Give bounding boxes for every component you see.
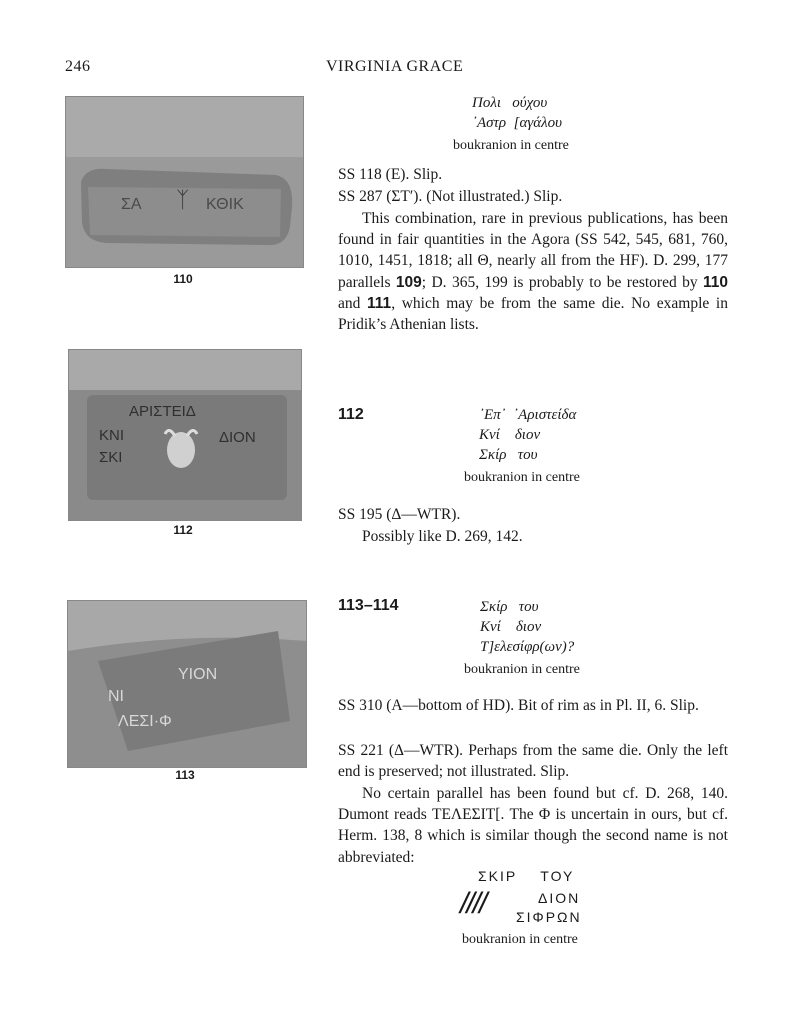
commentary-text: , which may be from the same die. No example in Pridik’s Athenian lists. bbox=[338, 294, 728, 334]
svg-text:ΣΚΙ: ΣΚΙ bbox=[99, 449, 123, 466]
svg-text:ΝΙ: ΝΙ bbox=[108, 688, 124, 705]
stamp-line: Σκίρ του bbox=[479, 447, 538, 463]
entry-number-113-114: 113–114 bbox=[338, 597, 399, 614]
svg-text:ΚΝΙ: ΚΝΙ bbox=[99, 427, 125, 444]
svg-text:ΥΙΟΝ: ΥΙΟΝ bbox=[178, 666, 218, 683]
find-record: SS 118 (E). Slip. bbox=[338, 166, 443, 183]
svg-text:ΔΙΟΝ: ΔΙΟΝ bbox=[219, 429, 256, 446]
commentary-text: ; D. 365, 199 is probably to be restored by bbox=[421, 273, 703, 291]
stamp-line: Πολι ούχου bbox=[472, 95, 548, 111]
stamp-text-112 bbox=[479, 405, 576, 465]
cross-ref: 111 bbox=[367, 294, 392, 312]
commentary-113-114: No certain parallel has been found but cf. D. 268, 140. Dumont reads ΤΕΛΕΣΙΤ[. The Φ is uncertain in ours, but cf. Herm. 138, 8 which is similar though the second name is not abbreviated: bbox=[338, 785, 728, 866]
svg-text:ΛΕΣΙ·Φ: ΛΕΣΙ·Φ bbox=[118, 713, 172, 730]
herm-stamp-line: ΔΙΟΝ bbox=[538, 890, 581, 906]
find-record: SS 221 (Δ—WTR). Perhaps from the same die. Only the left end is preserved; not illustrated. Slip. bbox=[338, 742, 728, 781]
cross-ref: 109 bbox=[395, 273, 422, 291]
stamp-text-110 bbox=[472, 93, 562, 133]
stamp-line: Κνί διον bbox=[480, 619, 542, 635]
entry-number-112: 112 bbox=[338, 406, 364, 423]
stamp-line: ᾿Αστρ [αγάλου bbox=[472, 115, 562, 131]
herm-strokes: //// bbox=[460, 887, 486, 920]
stamp-note-110: boukranion in centre bbox=[453, 138, 569, 153]
herm-stamp-line: ΣΚΙΡ ΤΟΥ bbox=[478, 868, 575, 884]
stamp-line: Τ]ελεσίφρ(ων)? bbox=[480, 639, 575, 655]
figure-caption-112: 112 bbox=[173, 523, 193, 537]
cross-ref: 110 bbox=[702, 273, 728, 291]
stamp-note-113-114: boukranion in centre bbox=[464, 662, 580, 677]
stamp-text-113-114 bbox=[480, 597, 574, 657]
commentary-text: This combination, rare in previous publications, has been found in fair quantities in the Agora (SS 542, 545, 681, 760, 1010, 1451, 1818; all Θ, nearly all from the HF). D. 299, 177 parallels bbox=[338, 210, 728, 291]
commentary-text: and bbox=[338, 294, 368, 312]
svg-text:ᛉ: ᛉ bbox=[176, 187, 190, 212]
svg-text:ΚΘΙΚ: ΚΘΙΚ bbox=[206, 196, 244, 213]
find-record: SS 310 (A—bottom of HD). Bit of rim as in Pl. II, 6. Slip. bbox=[338, 697, 699, 714]
stamp-line: ᾿Επ᾿ ᾿Αριστείδα bbox=[479, 407, 577, 423]
running-head-author: VIRGINIA GRACE bbox=[326, 58, 464, 75]
find-record: SS 287 (ΣΤ′). (Not illustrated.) Slip. bbox=[338, 188, 563, 205]
svg-text:ΣΑ: ΣΑ bbox=[121, 196, 142, 213]
find-record: SS 195 (Δ—WTR). bbox=[338, 506, 461, 523]
herm-stamp-note: boukranion in centre bbox=[462, 932, 578, 947]
herm-stamp-line: ΣΙΦΡΩΝ bbox=[516, 909, 582, 925]
figure-caption-110: 110 bbox=[173, 272, 193, 286]
commentary-112: Possibly like D. 269, 142. bbox=[362, 528, 523, 545]
commentary-110 bbox=[338, 208, 728, 335]
photo-stamp-110 bbox=[65, 96, 304, 268]
stamp-line: Σκίρ του bbox=[480, 599, 539, 615]
photo-stamp-112 bbox=[68, 349, 302, 521]
figure-caption-113: 113 bbox=[175, 768, 195, 782]
stamp-line: Κνί διον bbox=[479, 427, 541, 443]
stamp-note-112: boukranion in centre bbox=[464, 470, 580, 485]
svg-text:ΑΡΙΣΤΕΙΔ: ΑΡΙΣΤΕΙΔ bbox=[129, 403, 196, 420]
photo-stamp-113 bbox=[67, 600, 307, 768]
page-number: 246 bbox=[65, 58, 91, 75]
